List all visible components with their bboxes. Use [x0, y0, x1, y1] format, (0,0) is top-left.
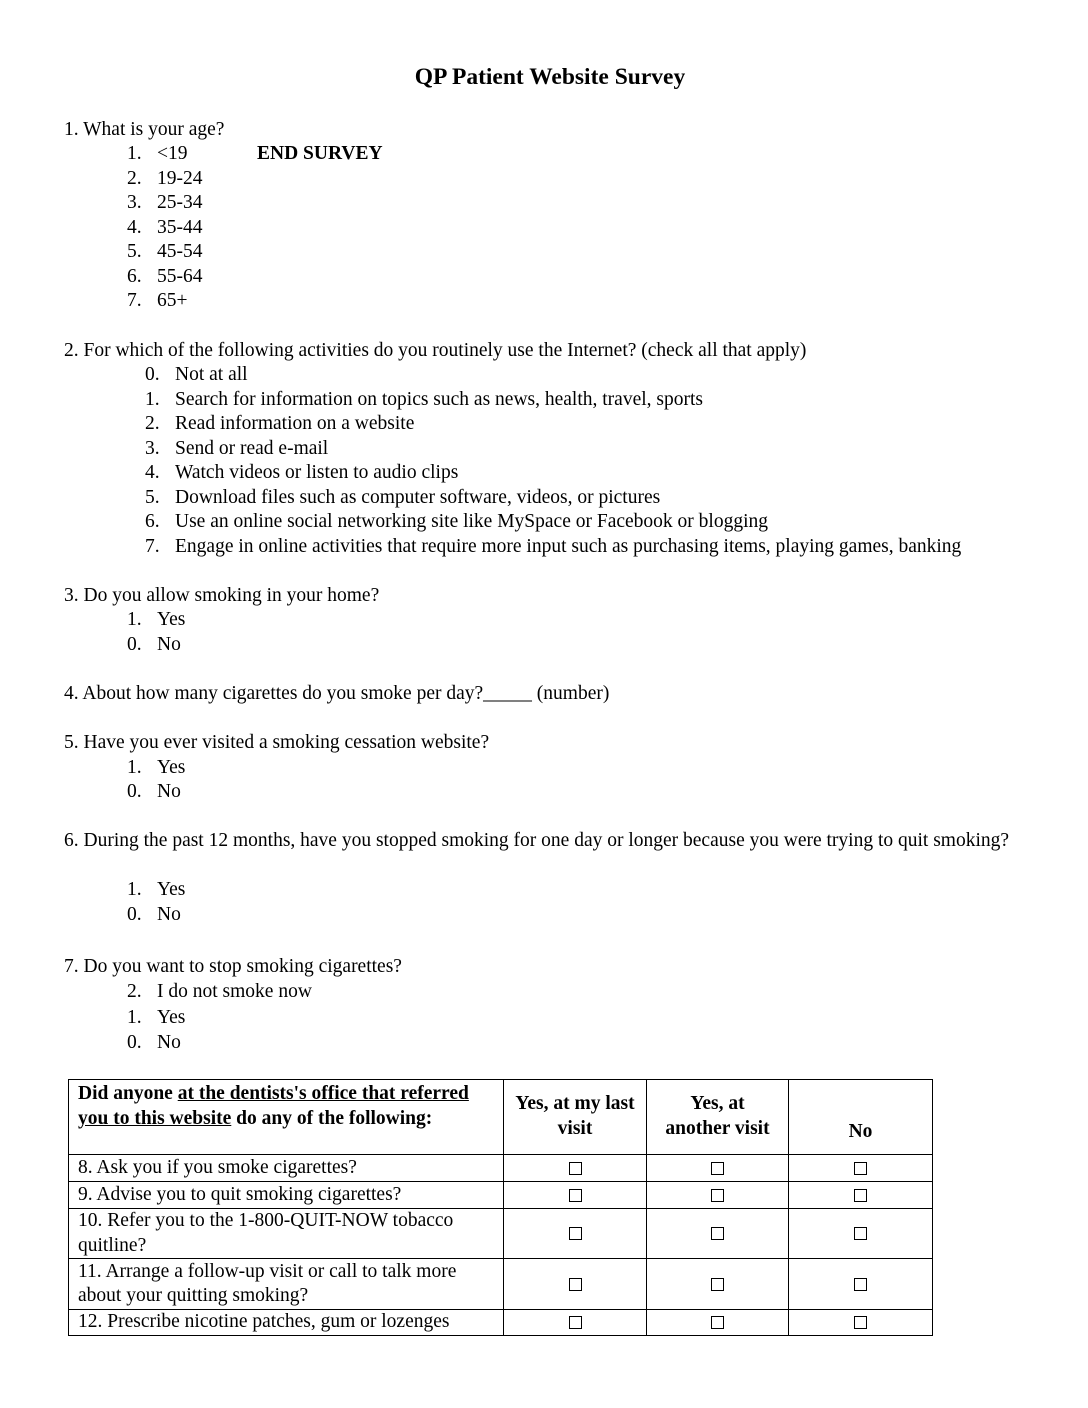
option-number: 3. [127, 192, 142, 213]
option-number: 7. [127, 290, 142, 311]
option-label: 35-44 [157, 217, 203, 238]
q2-option[interactable] [145, 510, 768, 535]
col-header-last-visit: Yes, at my last visit [504, 1080, 647, 1155]
checkbox-cell[interactable] [789, 1182, 933, 1209]
option-label: No [157, 1032, 181, 1053]
option-number: 2. [127, 981, 142, 1002]
option-label: I do not smoke now [157, 981, 312, 1002]
option-number: 6. [145, 511, 160, 532]
question-2: 2. For which of the following activities do you routinely use the Internet? (check all that apply) [64, 340, 807, 361]
option-number: 0. [145, 364, 160, 385]
option-label: Not at all [175, 364, 248, 385]
checkbox-icon[interactable] [854, 1189, 867, 1202]
lead-underlined: at the dentists's office that referred you to this website [78, 1083, 469, 1129]
row-question: 10. Refer you to the 1-800-QUIT-NOW tobacco quitline? [69, 1209, 504, 1259]
row-question: 12. Prescribe nicotine patches, gum or lozenges [69, 1310, 504, 1336]
checkbox-cell[interactable] [789, 1155, 933, 1182]
option-number: 5. [127, 241, 142, 262]
survey-title: QP Patient Website Survey [414, 64, 686, 90]
option-label: Read information on a website [175, 413, 415, 434]
checkbox-cell[interactable] [789, 1209, 933, 1259]
option-number: 5. [145, 487, 160, 508]
option-number: 0. [127, 634, 142, 655]
option-label: No [157, 904, 181, 925]
checkbox-icon[interactable] [711, 1278, 724, 1291]
option-label: 55-64 [157, 266, 203, 287]
option-number: 0. [127, 1032, 142, 1053]
option-number: 2. [145, 413, 160, 434]
table-header-row [69, 1080, 933, 1155]
checkbox-icon[interactable] [854, 1316, 867, 1329]
option-number: 1. [127, 1007, 142, 1028]
option-label: Watch videos or listen to audio clips [175, 462, 459, 483]
option-number: 3. [145, 438, 160, 459]
q1-option[interactable] [127, 142, 383, 167]
option-label: No [157, 781, 181, 802]
option-number: 1. [127, 757, 142, 778]
checkbox-icon[interactable] [854, 1278, 867, 1291]
table-row [69, 1209, 933, 1259]
q1-option[interactable] [127, 191, 203, 216]
option-number: 1. [145, 389, 160, 410]
table-lead-header [69, 1080, 504, 1155]
q2-option[interactable] [145, 412, 414, 437]
option-label: 19-24 [157, 168, 203, 189]
question-6: 6. During the past 12 months, have you stopped smoking for one day or longer because you were trying to quit smoking? [64, 830, 1010, 851]
table-row [69, 1155, 933, 1182]
option-number: 1. [127, 609, 142, 630]
q2-option[interactable] [145, 437, 328, 462]
checkbox-cell[interactable] [647, 1259, 789, 1310]
checkbox-icon[interactable] [569, 1227, 582, 1240]
q6-option[interactable] [127, 903, 181, 928]
q3-option[interactable] [127, 633, 181, 658]
option-label: Yes [157, 757, 186, 778]
checkbox-cell[interactable] [504, 1259, 647, 1310]
option-number: 0. [127, 904, 142, 925]
row-question: 9. Advise you to quit smoking cigarettes? [69, 1182, 504, 1209]
option-number: 4. [145, 462, 160, 483]
checkbox-cell[interactable] [789, 1259, 933, 1310]
option-label: <19 [157, 143, 188, 164]
lead-suffix: do any of the following: [231, 1107, 433, 1129]
checkbox-icon[interactable] [569, 1162, 582, 1175]
lead-prefix: Did anyone [78, 1083, 178, 1104]
option-label: Search for information on topics such as news, health, travel, sports [175, 389, 703, 410]
option-label: Download files such as computer software, videos, or pictures [175, 487, 661, 508]
option-number: 1. [127, 143, 142, 164]
q7-option[interactable] [127, 1006, 185, 1031]
checkbox-icon[interactable] [711, 1227, 724, 1240]
row-question: 8. Ask you if you smoke cigarettes? [69, 1155, 504, 1182]
checkbox-icon[interactable] [854, 1162, 867, 1175]
checkbox-icon[interactable] [711, 1189, 724, 1202]
checkbox-icon[interactable] [569, 1278, 582, 1291]
option-label: 45-54 [157, 241, 203, 262]
end-survey-note: END SURVEY [257, 143, 383, 164]
question-4: 4. About how many cigarettes do you smoke per day?_____ (number) [64, 683, 610, 704]
checkbox-icon[interactable] [569, 1316, 582, 1329]
option-label: Yes [157, 1007, 186, 1028]
question-7: 7. Do you want to stop smoking cigarettes? [64, 956, 402, 977]
option-number: 1. [127, 879, 142, 900]
q1-option[interactable] [127, 265, 203, 290]
row-question: 11. Arrange a follow-up visit or call to talk more about your quitting smoking? [69, 1259, 504, 1310]
q2-option[interactable] [145, 486, 660, 511]
table-row [69, 1259, 933, 1310]
option-label: 65+ [157, 290, 188, 311]
q1-option[interactable] [127, 240, 203, 265]
checkbox-icon[interactable] [711, 1162, 724, 1175]
question-1: 1. What is your age? [64, 119, 225, 140]
q1-option[interactable] [127, 216, 203, 241]
option-number: 6. [127, 266, 142, 287]
q1-option[interactable] [127, 167, 203, 192]
question-3: 3. Do you allow smoking in your home? [64, 585, 380, 606]
checkbox-icon[interactable] [569, 1189, 582, 1202]
option-number: 0. [127, 781, 142, 802]
q2-option[interactable] [145, 363, 248, 388]
option-label: Yes [157, 879, 186, 900]
checkbox-cell[interactable] [504, 1182, 647, 1209]
checkbox-cell[interactable] [647, 1209, 789, 1259]
option-label: Use an online social networking site like MySpace or Facebook or blogging [175, 511, 768, 532]
option-label: Yes [157, 609, 186, 630]
table-row [69, 1182, 933, 1209]
checkbox-cell[interactable] [504, 1310, 647, 1336]
checkbox-cell[interactable] [647, 1310, 789, 1336]
table-row [69, 1310, 933, 1336]
option-label: Engage in online activities that require more input such as purchasing items, playing games, banking [175, 536, 962, 557]
option-number: 7. [145, 536, 160, 557]
option-number: 2. [127, 168, 142, 189]
q2-option[interactable] [145, 388, 703, 413]
q2-option[interactable] [145, 535, 961, 560]
checkbox-cell[interactable] [504, 1155, 647, 1182]
q2-option[interactable] [145, 461, 458, 486]
question-5: 5. Have you ever visited a smoking cessation website? [64, 732, 490, 753]
q1-option[interactable] [127, 289, 188, 314]
q5-option[interactable] [127, 780, 181, 805]
q7-option[interactable] [127, 1031, 181, 1056]
checkbox-icon[interactable] [854, 1227, 867, 1240]
q7-option[interactable] [127, 980, 312, 1005]
option-label: Send or read e-mail [175, 438, 329, 459]
q5-option[interactable] [127, 756, 185, 781]
checkbox-icon[interactable] [711, 1316, 724, 1329]
checkbox-cell[interactable] [647, 1155, 789, 1182]
checkbox-cell[interactable] [504, 1209, 647, 1259]
checkbox-cell[interactable] [647, 1182, 789, 1209]
q3-option[interactable] [127, 608, 185, 633]
option-number: 4. [127, 217, 142, 238]
option-label: No [157, 634, 181, 655]
col-header-another-visit: Yes, at another visit [647, 1080, 789, 1155]
option-label: 25-34 [157, 192, 203, 213]
q6-option[interactable] [127, 878, 185, 903]
col-header-no: No [789, 1080, 933, 1155]
dentist-office-table [68, 1079, 933, 1336]
checkbox-cell[interactable] [789, 1310, 933, 1336]
